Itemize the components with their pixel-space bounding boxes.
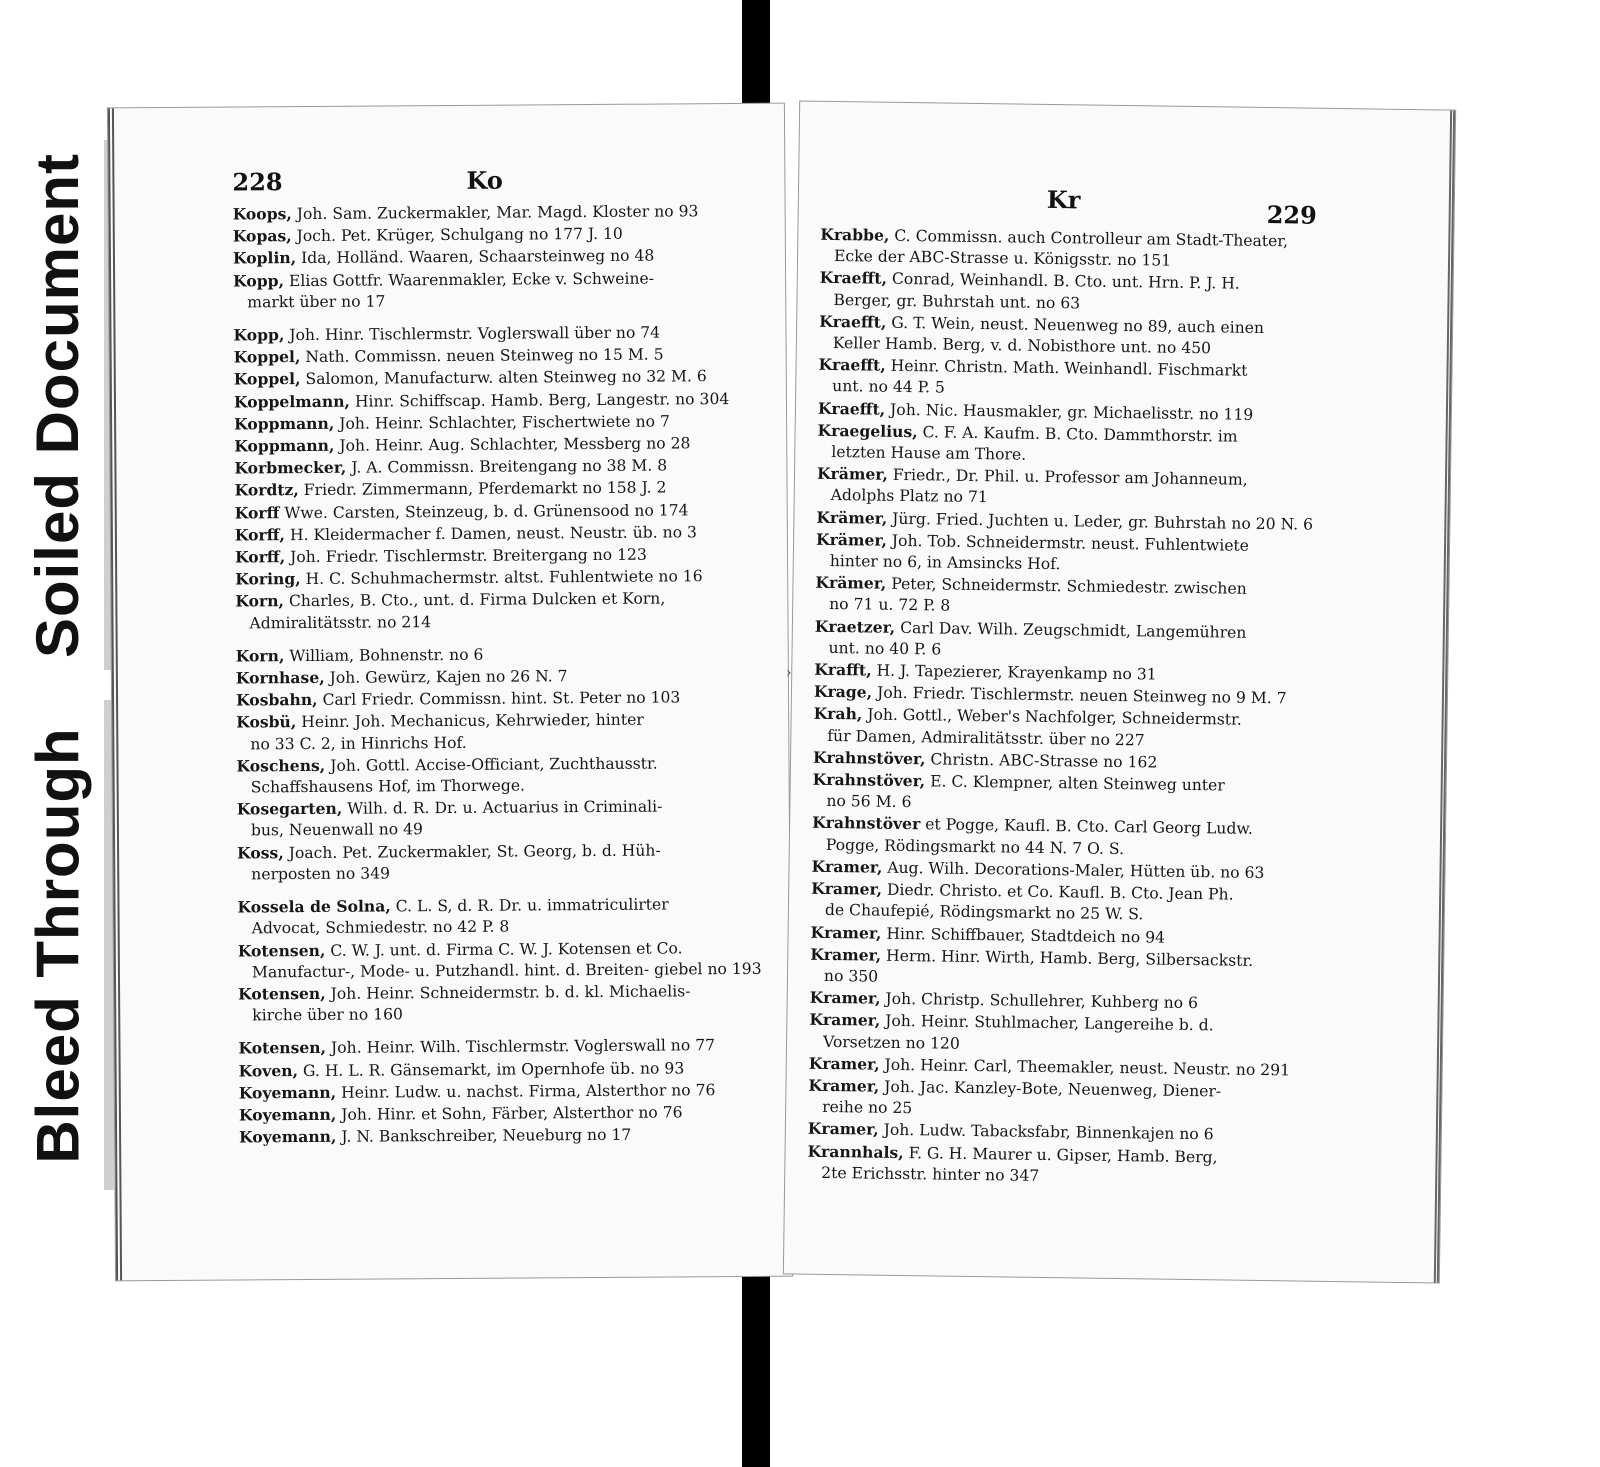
- entry-details: Peter, Schneidermstr. Schmiedestr. zwischen: [891, 575, 1247, 599]
- entry-surname: Krahnstöver: [812, 813, 921, 834]
- entry-details: Joh. Heinr. Schlachter, Fischertwiete no 7: [339, 412, 670, 433]
- entry-details: Aug. Wilh. Decorations-Maler, Hütten üb. no 63: [887, 858, 1265, 882]
- entry-continuation: nerposten no 349: [251, 864, 391, 884]
- entry-surname: Kramer,: [807, 1119, 879, 1140]
- entry-details: C. L. S, d. R. Dr. u. immatriculirter: [395, 895, 669, 916]
- entry-details: J. N. Bankschreiber, Neueburg no 17: [341, 1125, 632, 1146]
- entry-details: C. Commissn. auch Controlleur am Stadt-Theater,: [894, 226, 1289, 251]
- entry-surname: Kramer,: [809, 987, 881, 1008]
- entry-surname: Kraefft,: [819, 311, 887, 332]
- entry-details: Conrad, Weinhandl. B. Cto. unt. Hrn. P. J. H.: [891, 270, 1240, 294]
- directory-entry: [812, 769, 1333, 820]
- entry-details: Christn. ABC-Strasse no 162: [930, 750, 1158, 772]
- entry-details: E. C. Klempner, alten Steinweg unter: [930, 772, 1225, 795]
- directory-entry: [809, 1009, 1330, 1060]
- right-page-header: Kr: [1046, 184, 1081, 215]
- entry-surname: Krämer,: [816, 463, 888, 484]
- entry-details: Carl Friedr. Commissn. hint. St. Peter no 103: [322, 688, 681, 710]
- entry-details: Joch. Pet. Krüger, Schulgang no 177 J. 10: [296, 224, 623, 246]
- entry-details: Diedr. Christo. et Co. Kaufl. B. Cto. Jean Ph.: [886, 880, 1234, 904]
- directory-entry: [235, 565, 780, 591]
- entry-surname: Koops,: [232, 204, 292, 224]
- entry-continuation: Adolphs Platz no 71: [830, 486, 988, 507]
- directory-entry: [816, 529, 1337, 580]
- entry-continuation: Manufactur-, Mode- u. Putzhandl. hint. d. Breiten- giebel no 193: [251, 959, 762, 982]
- entry-details: J. A. Commissn. Breitengang no 38 M. 8: [351, 456, 668, 477]
- entry-surname: Kraefft,: [819, 268, 888, 289]
- entry-surname: Korff,: [234, 524, 286, 545]
- entry-details: Heinr. Ludw. u. nachst. Firma, Alsterthor no 76: [341, 1080, 716, 1102]
- entry-continuation: no 350: [823, 966, 879, 986]
- entry-details: Joh. Gottl. Accise-Officiant, Zuchthausstr.: [330, 754, 658, 775]
- entry-surname: Kotensen,: [238, 1038, 327, 1058]
- entry-surname: Korff: [234, 502, 280, 523]
- directory-entry: [239, 1078, 784, 1104]
- entry-surname: Kraefft,: [817, 398, 886, 419]
- directory-entry: [812, 812, 1333, 863]
- entry-continuation: bus, Neuenwall no 49: [250, 820, 423, 840]
- entry-details: Joh. Hinr. et Sohn, Färber, Alsterthor no 76: [341, 1103, 683, 1124]
- entry-details: Joh. Hinr. Tischlermstr. Voglerswall über no 74: [289, 323, 661, 345]
- entry-surname: Koppelmann,: [233, 391, 351, 412]
- directory-entry: [817, 420, 1338, 471]
- directory-entry: [239, 1123, 784, 1149]
- entry-details: Joh. Heinr. Carl, Theemakler, neust. Neustr. no 291: [884, 1055, 1291, 1080]
- entry-surname: Krabbe,: [820, 224, 890, 245]
- entry-surname: Krage,: [813, 682, 873, 702]
- directory-entry: [236, 708, 781, 755]
- entry-continuation: unt. no 40 P. 6: [828, 638, 942, 659]
- entry-details: Joh. Christp. Schullehrer, Kuhberg no 6: [885, 989, 1199, 1013]
- spine-band-top: [742, 0, 770, 115]
- directory-entry: [810, 943, 1331, 994]
- entry-surname: Koss,: [237, 842, 284, 863]
- left-entry-list: [233, 200, 785, 1149]
- entry-details: Joach. Pet. Zuckermakler, St. Georg, b. d. Hüh-: [288, 841, 661, 862]
- directory-entry: [234, 387, 779, 413]
- entry-details: Joh. Gottl., Weber's Nachfolger, Schneidermstr.: [867, 705, 1242, 730]
- bleed-through-label: [12, 700, 114, 1190]
- spine-band-bottom: [742, 1258, 770, 1467]
- bleed-through-text: Bleed Through: [24, 726, 92, 1164]
- entry-surname: Kramer,: [811, 878, 883, 899]
- entry-details: Jürg. Fried. Juchten u. Leder, gr. Buhrstah no 20 N. 6: [892, 509, 1314, 534]
- soiled-document-text: Soiled Document: [24, 152, 92, 658]
- entry-continuation: Vorsetzen no 120: [822, 1032, 960, 1053]
- entry-details: Carl Dav. Wilh. Zeugschmidt, Langemühren: [900, 618, 1247, 642]
- entry-details: Joh. Jac. Kanzley-Bote, Neuenweg, Diener-: [884, 1077, 1222, 1101]
- directory-entry: [819, 267, 1340, 318]
- entry-continuation: no 56 M. 6: [826, 792, 912, 812]
- entry-details: Wilh. d. R. Dr. u. Actuarius in Criminali-: [347, 797, 663, 819]
- entry-surname: Krämer,: [815, 572, 887, 593]
- entry-details: Joh. Sam. Zuckermakler, Mar. Magd. Kloster no 93: [296, 202, 699, 224]
- entry-surname: Koppmann,: [234, 435, 335, 456]
- directory-entry: [237, 838, 782, 885]
- entry-surname: Korn,: [235, 646, 285, 666]
- entry-details: Heinr. Joh. Mechanicus, Kehrwieder, hinter: [301, 711, 644, 732]
- right-entry-list: [807, 224, 1340, 1191]
- entry-continuation: reihe no 25: [822, 1098, 913, 1118]
- entry-details: Nath. Commissn. neuen Steinweg no 15 M. 5: [305, 345, 664, 367]
- entry-surname: Krämer,: [815, 529, 888, 550]
- entry-continuation: Schaffshausens Hof, im Thorwege.: [250, 776, 526, 797]
- entry-details: G. H. L. R. Gänsemarkt, im Opernhofe üb. no 93: [302, 1058, 685, 1080]
- entry-details: H. J. Tapezierer, Krayenkamp no 31: [876, 661, 1157, 684]
- entry-details: Joh. Friedr. Tischlermstr. Breitergang no 123: [290, 545, 647, 567]
- entry-details: Joh. Friedr. Tischlermstr. neuen Steinweg no 9 M. 7: [876, 683, 1287, 708]
- entry-details: Joh. Heinr. Wilh. Tischlermstr. Voglerswall no 77: [330, 1036, 716, 1058]
- entry-details: C. F. A. Kaufm. B. Cto. Dammthorstr. im: [922, 423, 1238, 446]
- entry-details: C. W. J. unt. d. Firma C. W. J. Kotensen et Co.: [330, 938, 683, 960]
- entry-surname: Koyemann,: [238, 1104, 337, 1125]
- entry-surname: Kopp,: [233, 325, 285, 345]
- entry-surname: Korff,: [234, 547, 286, 567]
- entry-details: William, Bohnenstr. no 6: [289, 645, 484, 665]
- right-page-number: 229: [1266, 200, 1317, 230]
- entry-details: Hinr. Schiffbauer, Stadtdeich no 94: [886, 924, 1166, 947]
- entry-surname: Kotensen,: [237, 940, 326, 960]
- directory-entry: [233, 200, 778, 226]
- entry-continuation: für Damen, Admiralitätsstr. über no 227: [827, 726, 1145, 750]
- entry-surname: Koven,: [238, 1060, 299, 1081]
- entry-details: Wwe. Carsten, Steinzeug, b. d. Grünensood no 174: [284, 500, 689, 522]
- entry-details: Joh. Heinr. Stuhlmacher, Langereihe b. d.: [885, 1012, 1214, 1035]
- entry-continuation: markt über no 17: [247, 292, 386, 312]
- entry-details: Friedr. Zimmermann, Pferdemarkt no 158 J. 2: [303, 478, 667, 500]
- entry-details: Joh. Nic. Hausmakler, gr. Michaelisstr. no 119: [890, 400, 1254, 424]
- entry-surname: Kramer,: [808, 1075, 880, 1096]
- entry-surname: Kraefft,: [818, 354, 886, 375]
- directory-entry: [813, 703, 1334, 754]
- left-page: [108, 104, 792, 1281]
- entry-surname: Krahnstöver,: [812, 747, 926, 769]
- entry-details: Charles, B. Cto., unt. d. Firma Dulcken et Korn,: [288, 589, 666, 611]
- entry-continuation: Berger, gr. Buhrstah unt. no 63: [833, 290, 1081, 313]
- entry-surname: Kotensen,: [238, 983, 326, 1004]
- entry-continuation: hinter no 6, in Amsincks Hof.: [829, 551, 1061, 574]
- entry-details: Hinr. Schiffscap. Hamb. Berg, Langestr. no 304: [354, 389, 730, 411]
- entry-surname: Koppel,: [233, 369, 301, 389]
- left-page-header: Ko: [466, 165, 503, 195]
- directory-entry: [814, 615, 1335, 666]
- entry-surname: Krafft,: [814, 659, 872, 680]
- entry-surname: Kosegarten,: [236, 799, 343, 819]
- entry-continuation: Keller Hamb. Berg, v. d. Nobisthore unt. no 450: [832, 333, 1212, 358]
- entry-surname: Kramer,: [808, 1053, 880, 1074]
- entry-surname: Kramer,: [809, 1010, 881, 1031]
- entry-surname: Korn,: [235, 591, 285, 611]
- entry-surname: Kramer,: [810, 944, 882, 965]
- directory-entry: [807, 1140, 1328, 1191]
- entry-surname: Kraetzer,: [814, 616, 896, 637]
- entry-details: Joh. Tob. Schneidermstr. neust. Fuhlentwiete: [891, 531, 1250, 555]
- entry-continuation: unt. no 44 P. 5: [832, 377, 945, 397]
- entry-continuation: Admiralitätsstr. no 214: [249, 612, 432, 633]
- entry-surname: Koppel,: [233, 347, 301, 367]
- entry-continuation: de Chaufepié, Rödingsmarkt no 25 W. S.: [824, 901, 1144, 924]
- soiled-document-label: [12, 140, 114, 670]
- entry-surname: Koplin,: [232, 248, 297, 268]
- entry-details: Ida, Holländ. Waaren, Schaarsteinweg no 48: [301, 246, 655, 268]
- entry-surname: Kramer,: [811, 856, 883, 877]
- entry-surname: Koppmann,: [234, 413, 335, 434]
- entry-surname: Kornhase,: [235, 667, 325, 688]
- entry-surname: Kopp,: [233, 270, 285, 291]
- entry-continuation: letzten Hause am Thore.: [831, 442, 1027, 464]
- entry-continuation: no 33 C. 2, in Hinrichs Hof.: [250, 733, 467, 754]
- directory-entry: [233, 266, 778, 313]
- entry-details: et Pogge, Kaufl. B. Cto. Carl Georg Ludw.: [925, 815, 1253, 839]
- right-page: [784, 101, 1455, 1282]
- entry-details: Herm. Hinr. Wirth, Hamb. Berg, Silbersackstr.: [885, 946, 1254, 970]
- entry-continuation: no 71 u. 72 P. 8: [829, 595, 951, 616]
- entry-surname: Kordtz,: [234, 480, 299, 500]
- entry-surname: Kosbü,: [236, 712, 297, 732]
- left-page-number: 228: [232, 167, 283, 197]
- directory-entry: [237, 893, 782, 940]
- entry-surname: Kramer,: [810, 922, 882, 943]
- directory-entry: [811, 878, 1332, 929]
- entry-details: Joh. Gewürz, Kajen no 26 N. 7: [329, 667, 568, 687]
- directory-entry: [808, 1075, 1329, 1126]
- directory-entry: [818, 354, 1339, 405]
- entry-details: Joh. Ludw. Tabacksfabr, Binnenkajen no 6: [883, 1121, 1214, 1144]
- entry-details: Joh. Heinr. Schneidermstr. b. d. kl. Michaelis-: [330, 982, 691, 1003]
- entry-surname: Koring,: [235, 569, 301, 589]
- directory-entry: [236, 752, 781, 799]
- entry-surname: Korbmecker,: [234, 457, 347, 478]
- entry-details: Heinr. Christn. Math. Weinhandl. Fischmarkt: [890, 356, 1248, 380]
- entry-surname: Krämer,: [816, 507, 888, 528]
- directory-entry: [815, 572, 1336, 623]
- entry-continuation: kirche über no 160: [252, 1005, 403, 1025]
- entry-surname: Kossela de Solna,: [237, 896, 391, 917]
- entry-surname: Krahnstöver,: [812, 769, 926, 791]
- directory-entry: [819, 311, 1340, 362]
- entry-surname: Kopas,: [232, 226, 292, 246]
- directory-entry: [238, 936, 783, 983]
- entry-surname: Kosbahn,: [235, 690, 318, 710]
- directory-entry: [238, 980, 783, 1027]
- directory-entry: [234, 365, 779, 391]
- directory-entry: [817, 463, 1338, 514]
- entry-continuation: 2te Erichsstr. hinter no 347: [821, 1163, 1040, 1185]
- entry-continuation: Pogge, Rödingsmarkt no 44 N. 7 O. S.: [825, 835, 1125, 858]
- entry-details: F. G. H. Maurer u. Gipser, Hamb. Berg,: [908, 1143, 1218, 1166]
- gutter-mark: ›: [786, 665, 792, 681]
- entry-surname: Krannhals,: [807, 1141, 904, 1162]
- entry-details: G. T. Wein, neust. Neuenweg no 89, auch einen: [891, 313, 1265, 337]
- directory-entry: [237, 795, 782, 842]
- entry-details: H. C. Schuhmachermstr. altst. Fuhlentwiete no 16: [305, 567, 703, 589]
- entry-surname: Koyemann,: [239, 1126, 337, 1147]
- entry-surname: Kraegelius,: [817, 420, 918, 441]
- directory-entry: [235, 587, 780, 634]
- entry-details: Friedr., Dr. Phil. u. Professor am Johanneum,: [892, 466, 1248, 490]
- directory-entry: [820, 224, 1341, 275]
- directory-entry: [238, 1034, 783, 1060]
- entry-continuation: Advocat, Schmiedestr. no 42 P. 8: [251, 917, 510, 938]
- entry-details: Joh. Heinr. Aug. Schlachter, Messberg no 28: [339, 434, 691, 455]
- entry-surname: Koyemann,: [238, 1082, 337, 1103]
- entry-details: H. Kleidermacher f. Damen, neust. Neustr. üb. no 3: [289, 523, 697, 544]
- entry-continuation: Ecke der ABC-Strasse u. Königsstr. no 151: [833, 247, 1172, 270]
- entry-details: Salomon, Manufacturw. alten Steinweg no 32 M. 6: [305, 367, 707, 389]
- entry-surname: Koschens,: [236, 755, 326, 776]
- entry-surname: Krah,: [813, 704, 863, 724]
- entry-details: Elias Gottfr. Waarenmakler, Ecke v. Schweine-: [288, 269, 655, 290]
